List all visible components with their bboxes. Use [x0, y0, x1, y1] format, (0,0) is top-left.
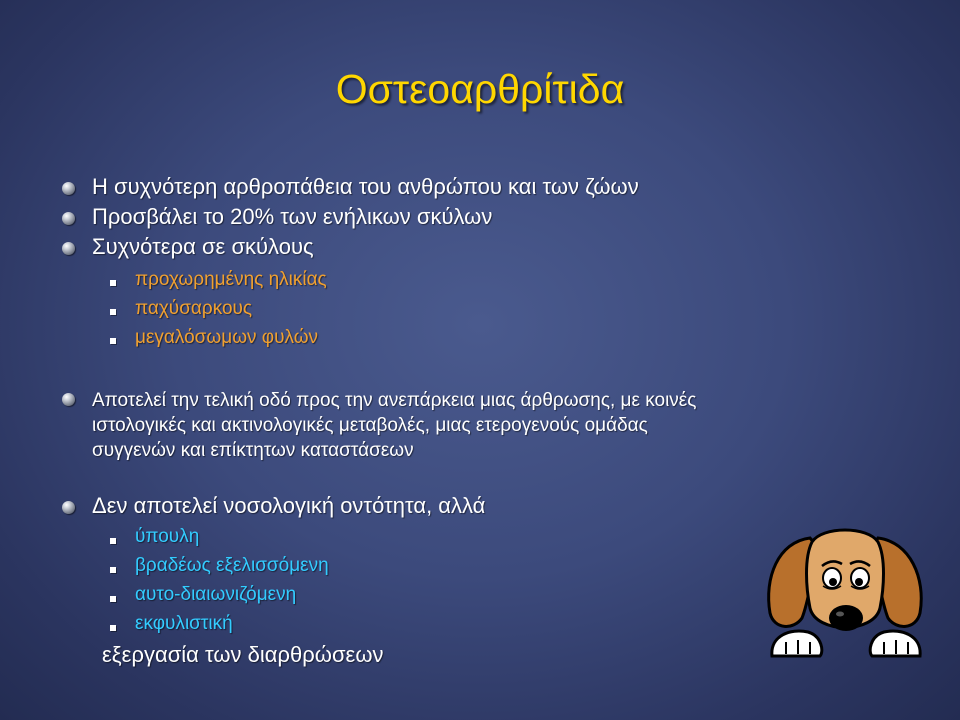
square-bullet-icon [110, 338, 116, 344]
nosology-item-slow: βραδέως εξελισσόμενη [135, 555, 329, 576]
sub-bullet-obese: παχύσαρκους [135, 298, 253, 319]
sphere-bullet-icon [62, 501, 75, 514]
paragraph-line-2: ιστολογικές και ακτινολογικές μεταβολές, μιας ετερογενούς ομάδας [92, 415, 648, 436]
sphere-bullet-icon [62, 212, 75, 225]
sphere-bullet-icon [62, 393, 75, 406]
nosology-heading: Δεν αποτελεί νοσολογική οντότητα, αλλά [92, 493, 486, 518]
bullet-text-2: Προσβάλει το 20% των ενήλικων σκύλων [92, 204, 493, 229]
square-bullet-icon [110, 567, 116, 573]
nosology-item-self-perpetuating: αυτο-διαιωνιζόμενη [135, 584, 297, 605]
sphere-bullet-icon [62, 182, 75, 195]
square-bullet-icon [110, 625, 116, 631]
closing-line: εξεργασία των διαρθρώσεων [102, 642, 384, 667]
square-bullet-icon [110, 596, 116, 602]
paragraph-line-1: Αποτελεί την τελική οδό προς την ανεπάρκεια μιας άρθρωσης, με κοινές [92, 390, 697, 411]
definition-paragraph [92, 388, 696, 463]
nosology-item-insidious: ύπουλη [135, 526, 200, 547]
square-bullet-icon [110, 309, 116, 315]
square-bullet-icon [110, 280, 116, 286]
bullet-text-1: Η συχνότερη αρθροπάθεια του ανθρώπου και των ζώων [92, 174, 639, 199]
sad-dog-icon [760, 518, 940, 658]
slide-title: Οστεοαρθρίτιδα [335, 66, 625, 112]
sub-bullet-age: προχωρημένης ηλικίας [135, 269, 327, 290]
paragraph-line-3: συγγενών και επίκτητων καταστάσεων [92, 440, 414, 461]
nosology-item-degenerative: εκφυλιστική [135, 613, 233, 634]
sphere-bullet-icon [62, 242, 75, 255]
bullet-text-3: Συχνότερα σε σκύλους [92, 234, 314, 259]
square-bullet-icon [110, 538, 116, 544]
sub-bullet-large-breeds: μεγαλόσωμων φυλών [135, 327, 319, 348]
